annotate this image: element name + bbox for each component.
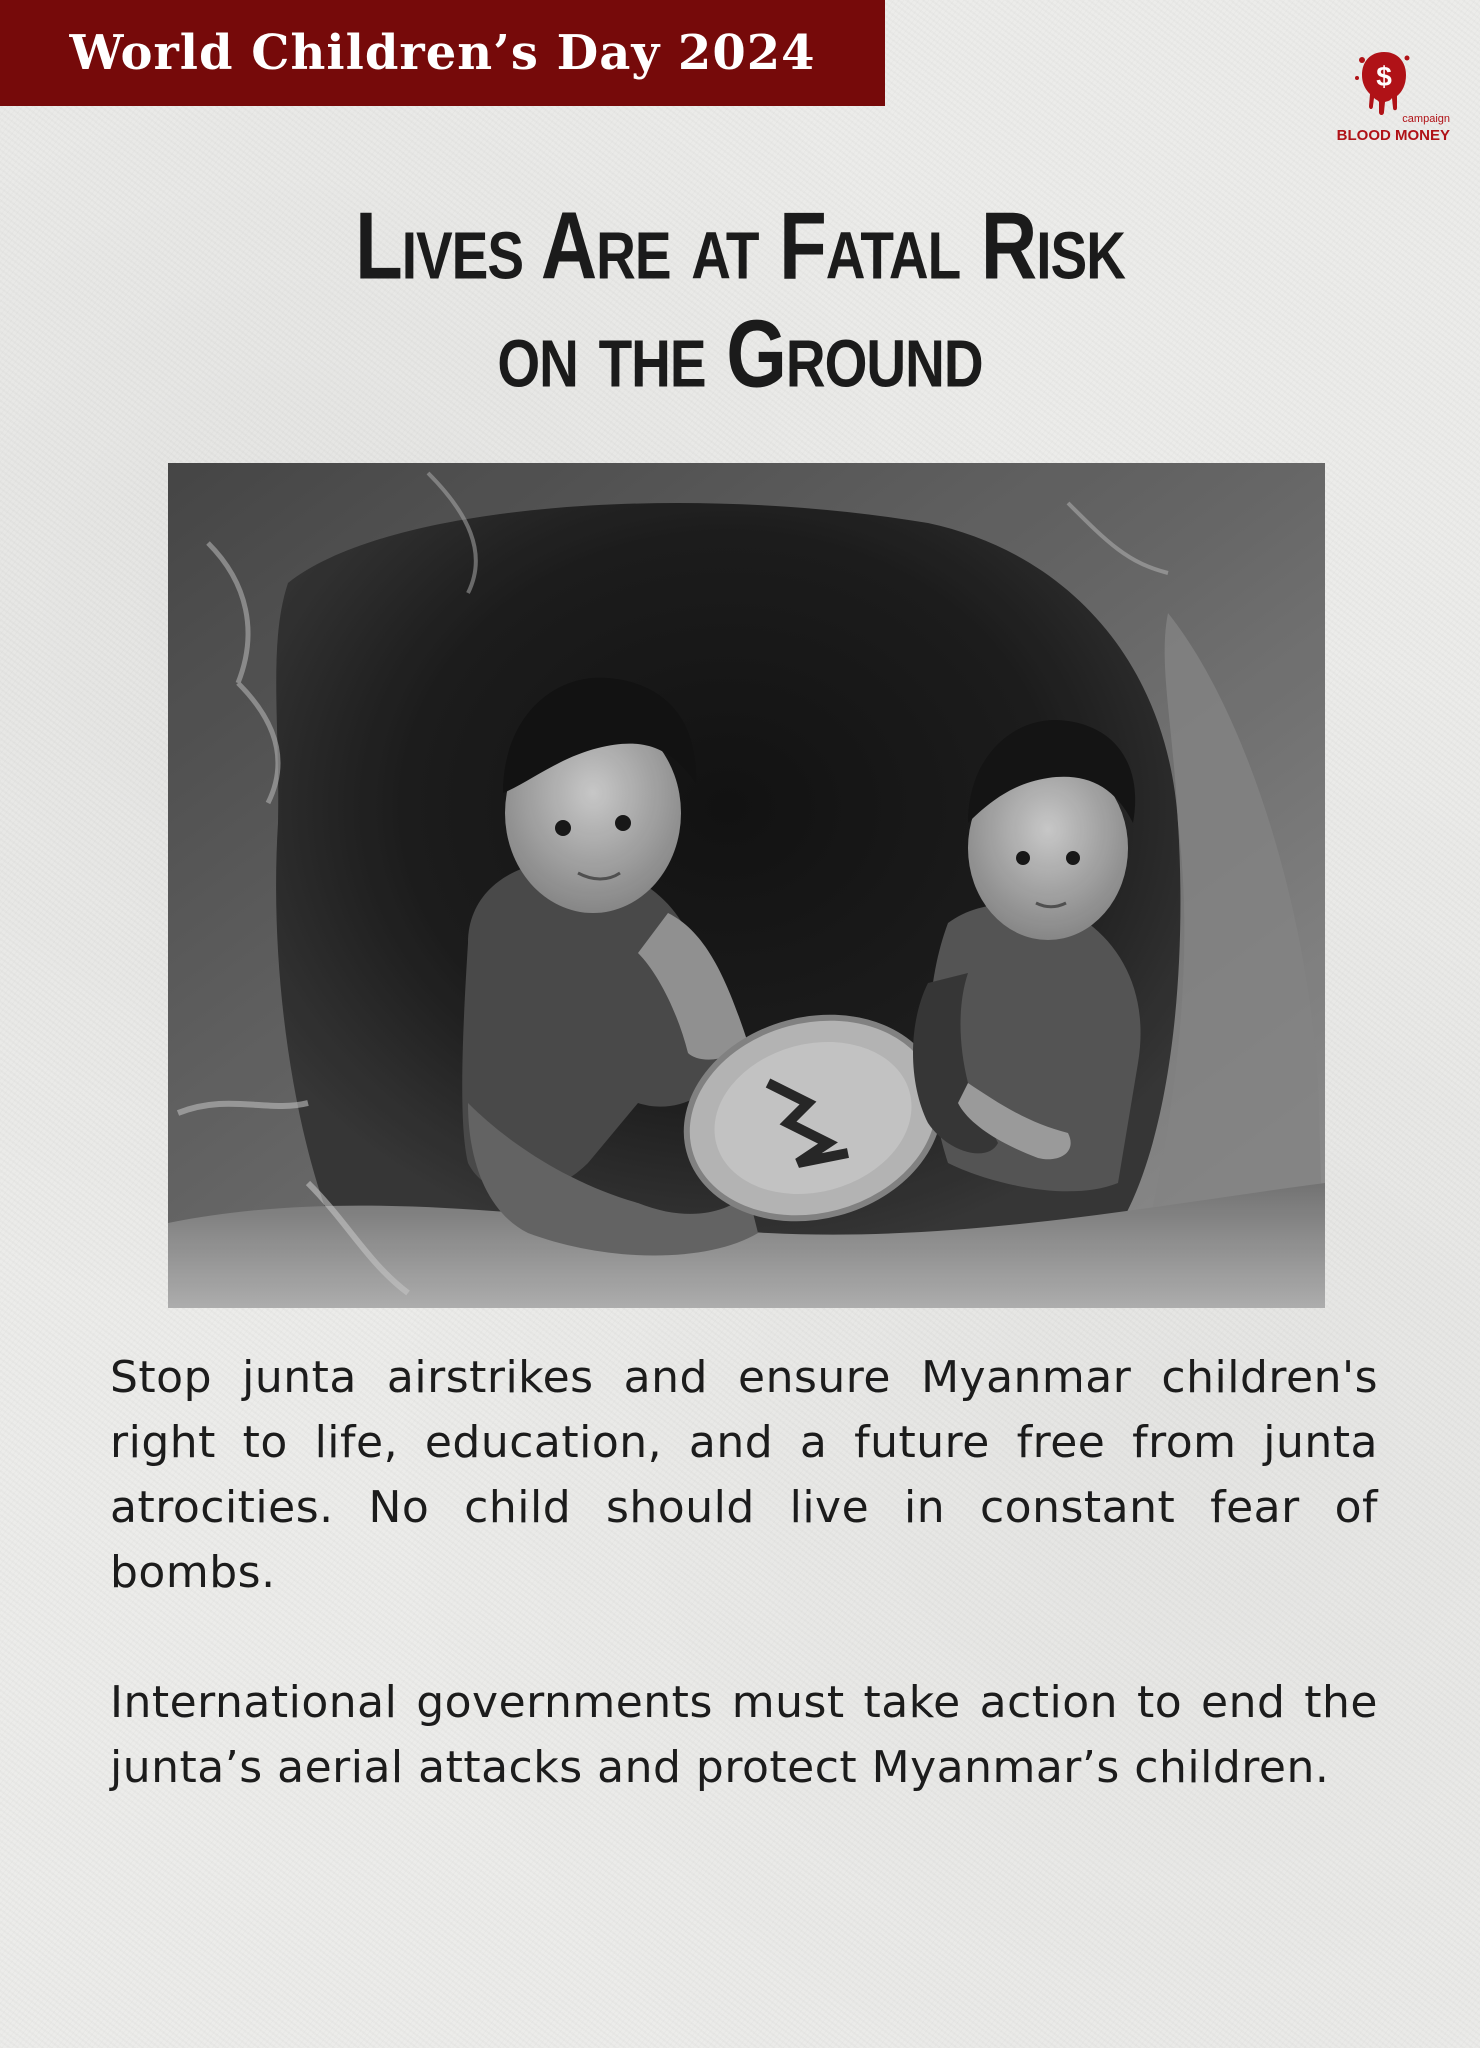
title-line-2: on the Ground	[497, 299, 983, 408]
children-photo	[168, 463, 1325, 1308]
svg-text:$: $	[1376, 61, 1392, 92]
logo-name: BLOOD MONEY	[1336, 127, 1450, 144]
blood-dollar-icon	[1354, 48, 1414, 116]
message-body	[110, 1345, 1378, 1865]
message-paragraph-2: International governments must take action to end the junta’s aerial attacks and protect Myanmar’s children.	[110, 1677, 1378, 1793]
banner-title: World Children’s Day 2024	[69, 25, 816, 81]
page-title	[0, 191, 1480, 408]
event-banner	[0, 0, 885, 106]
photo-children-in-bomb-shelter	[168, 463, 1325, 1308]
campaign-logo	[1318, 48, 1450, 148]
message-paragraph-1: Stop junta airstrikes and ensure Myanmar children's right to life, education, and a future free from junta atrocities. No child should live in constant fear of bombs.	[110, 1352, 1378, 1598]
logo-caption: campaign	[1402, 113, 1450, 125]
title-line-1: Lives Are at Fatal Risk	[355, 191, 1125, 300]
